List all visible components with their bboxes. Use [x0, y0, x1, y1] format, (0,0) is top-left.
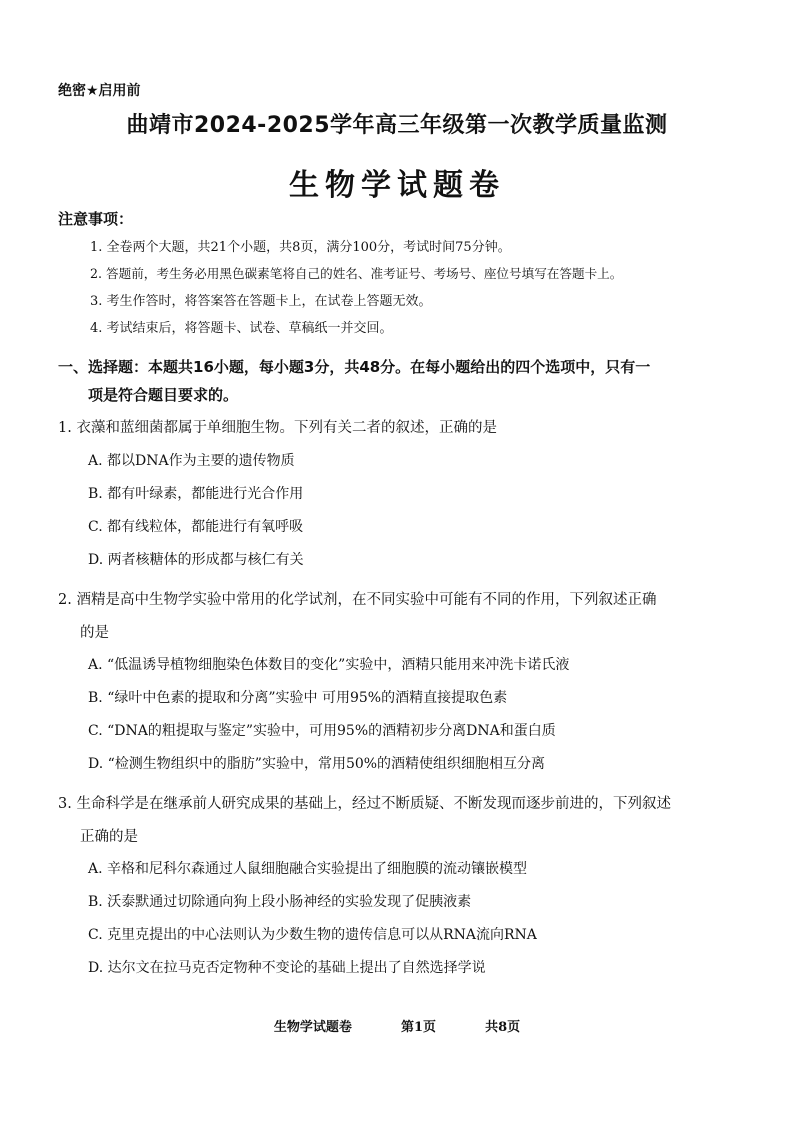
notice-heading: 注意事项： [58, 210, 134, 228]
section-heading: 一、选择题：本题共16小题，每小题3分，共48分。在每小题给出的四个选项中，只有一 [58, 358, 651, 376]
secret-label: 绝密★启用前 [58, 83, 141, 99]
exam-title: 曲靖市2024-2025学年高三年级第一次教学质量监测 [126, 113, 668, 138]
question-1-option-b: B. 都有叶绿素，都能进行光合作用 [88, 486, 304, 502]
question-1-option-c: C. 都有线粒体，都能进行有氧呼吸 [88, 519, 304, 535]
notice-item: 2. 答题前，考生务必用黑色碳素笔将自己的姓名、准考证号、考场号、座位号填写在答题卡上。 [90, 266, 623, 281]
question-3-option-c: C. 克里克提出的中心法则认为少数生物的遗传信息可以从RNA流向RNA [88, 927, 537, 943]
paper-subtitle: 生物学试题卷 [289, 168, 505, 203]
question-3-option-a: A. 辛格和尼科尔森通过人鼠细胞融合实验提出了细胞膜的流动镶嵌模型 [88, 861, 528, 877]
question-2-option-a: A. “低温诱导植物细胞染色体数目的变化”实验中，酒精只能用来冲洗卡诺氏液 [88, 657, 570, 673]
question-3-stem: 3. 生命科学是在继承前人研究成果的基础上，经过不断质疑、不断发现而逐步前进的，下列叙述 [58, 796, 671, 812]
question-3-option-d: D. 达尔文在拉马克否定物种不变论的基础上提出了自然选择学说 [88, 960, 486, 976]
notice-item: 3. 考生作答时，将答案答在答题卡上，在试卷上答题无效。 [90, 294, 432, 309]
question-3-option-b: B. 沃泰默通过切除通向狗上段小肠神经的实验发现了促胰液素 [88, 894, 472, 910]
question-2-option-c: C. “DNA的粗提取与鉴定”实验中，可用95%的酒精初步分离DNA和蛋白质 [88, 723, 556, 739]
page-footer [0, 1016, 794, 1035]
question-2-option-b: B. “绿叶中色素的提取和分离”实验中 可用95%的酒精直接提取色素 [88, 690, 508, 706]
footer-total-pages: 共8页 [485, 1020, 521, 1035]
notice-item: 4. 考试结束后，将答题卡、试卷、草稿纸一并交回。 [90, 321, 393, 336]
question-3-stem-cont: 正确的是 [80, 829, 138, 845]
question-2-stem: 2. 酒精是高中生物学实验中常用的化学试剂，在不同实验中可能有不同的作用，下列叙述正确 [58, 592, 657, 608]
question-1-option-a: A. 都以DNA作为主要的遗传物质 [88, 453, 295, 469]
section-heading-cont: 项是符合题目要求的。 [88, 386, 239, 404]
question-1-option-d: D. 两者核糖体的形成都与核仁有关 [88, 552, 304, 568]
question-2-stem-cont: 的是 [80, 625, 109, 641]
footer-page-number: 第1页 [400, 1020, 436, 1035]
question-1-stem: 1. 衣藻和蓝细菌都属于单细胞生物。下列有关二者的叙述，正确的是 [58, 420, 497, 436]
question-2-option-d: D. “检测生物组织中的脂肪”实验中，常用50%的酒精使组织细胞相互分离 [88, 756, 546, 772]
footer-paper-name: 生物学试题卷 [273, 1020, 352, 1035]
notice-item: 1. 全卷两个大题，共21个小题，共8页，满分100分，考试时间75分钟。 [90, 240, 511, 255]
